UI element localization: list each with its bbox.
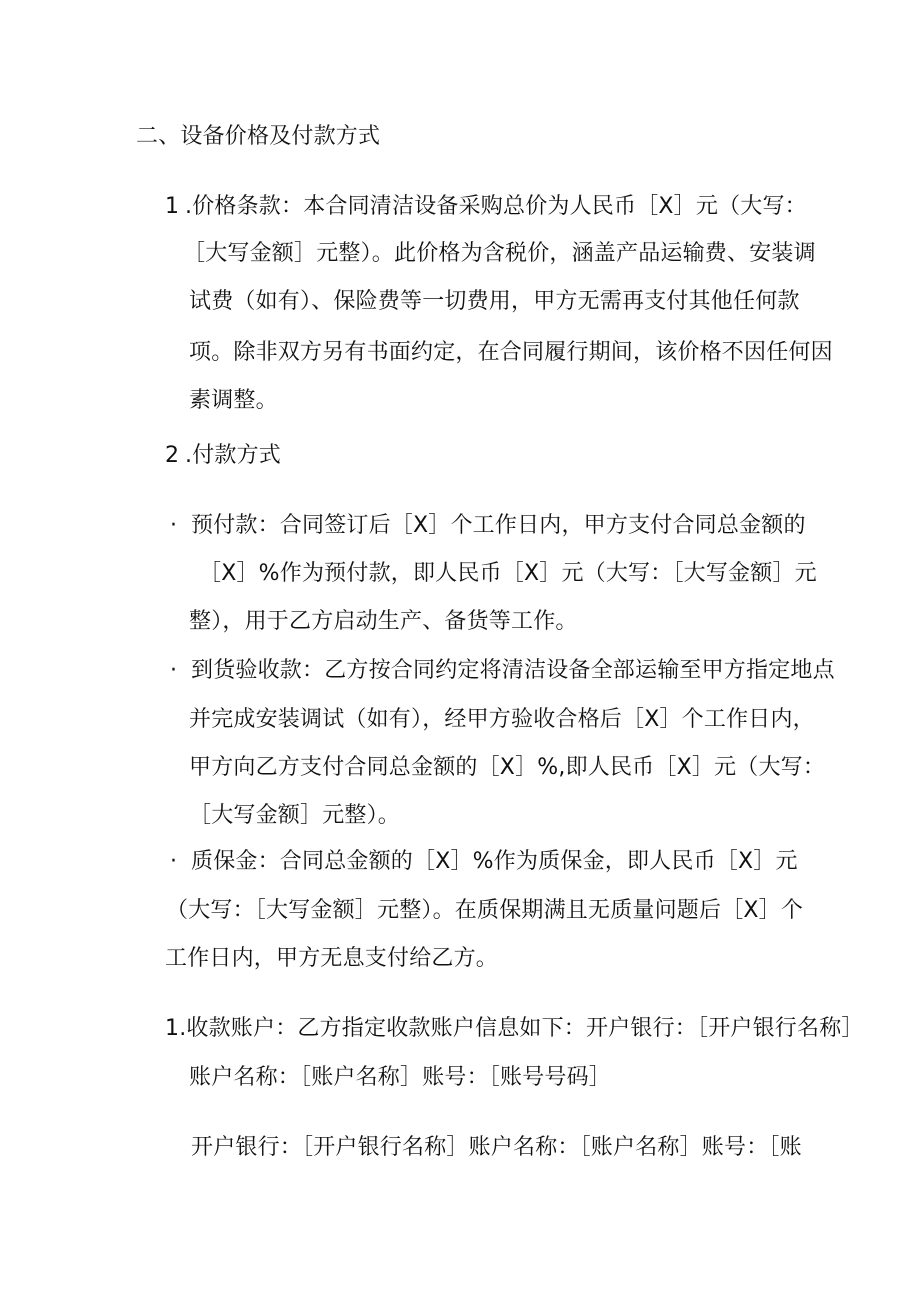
- delivery-payment-line: ［大写金额］元整）。: [189, 803, 401, 828]
- price-clause-line: 项。除非双方另有书面约定，在合同履行期间，该价格不因任何因: [189, 340, 833, 365]
- warranty-line: 质保金：合同总金额的［X］%作为质保金，即人民币［X］元: [191, 849, 798, 874]
- account-line: 账户名称：［账户名称］账号：［账号号码］: [189, 1065, 612, 1090]
- bullet-icon: ·: [170, 849, 177, 874]
- warranty-line: 工作日内，甲方无息支付给乙方。: [165, 946, 499, 971]
- account-line: 开户银行：［开户银行名称］账户名称：［账户名称］账号：［账: [191, 1135, 802, 1160]
- account-line: 1.收款账户：乙方指定收款账户信息如下：开户银行：［开户银行名称］: [165, 1016, 864, 1041]
- advance-payment-line: ［X］%作为预付款，即人民币［X］元（大写：［大写金额］元: [199, 561, 817, 586]
- price-clause-line: .价格条款：本合同清洁设备采购总价为人民币［X］元（大写：: [185, 194, 807, 219]
- delivery-payment-line: 到货验收款：乙方按合同约定将清洁设备全部运输至甲方指定地点: [191, 658, 835, 683]
- section-heading: 二、设备价格及付款方式: [136, 124, 381, 149]
- price-clause-line: ［大写金额］元整）。此价格为含税价，涵盖产品运输费、安装调: [183, 241, 816, 266]
- item-number: 2: [165, 443, 179, 468]
- bullet-icon: ·: [170, 513, 177, 538]
- bullet-icon: ·: [170, 658, 177, 683]
- advance-payment-line: 预付款：合同签订后［X］个工作日内，甲方支付合同总金额的: [191, 513, 806, 538]
- warranty-line: （大写：［大写金额］元整）。在质保期满且无质量问题后［X］个: [166, 898, 804, 923]
- price-clause-line: 素调整。: [189, 388, 278, 413]
- delivery-payment-line: 并完成安装调试（如有），经甲方验收合格后［X］个工作日内，: [189, 707, 815, 732]
- delivery-payment-line: 甲方向乙方支付合同总金额的［X］%,即人民币［X］元（大写：: [189, 755, 826, 780]
- advance-payment-line: 整），用于乙方启动生产、备货等工作。: [189, 609, 578, 634]
- payment-method-title: .付款方式: [185, 443, 281, 468]
- item-number: 1: [165, 194, 179, 219]
- price-clause-line: 试费（如有）、保险费等一切费用，甲方无需再支付其他任何款: [189, 289, 800, 314]
